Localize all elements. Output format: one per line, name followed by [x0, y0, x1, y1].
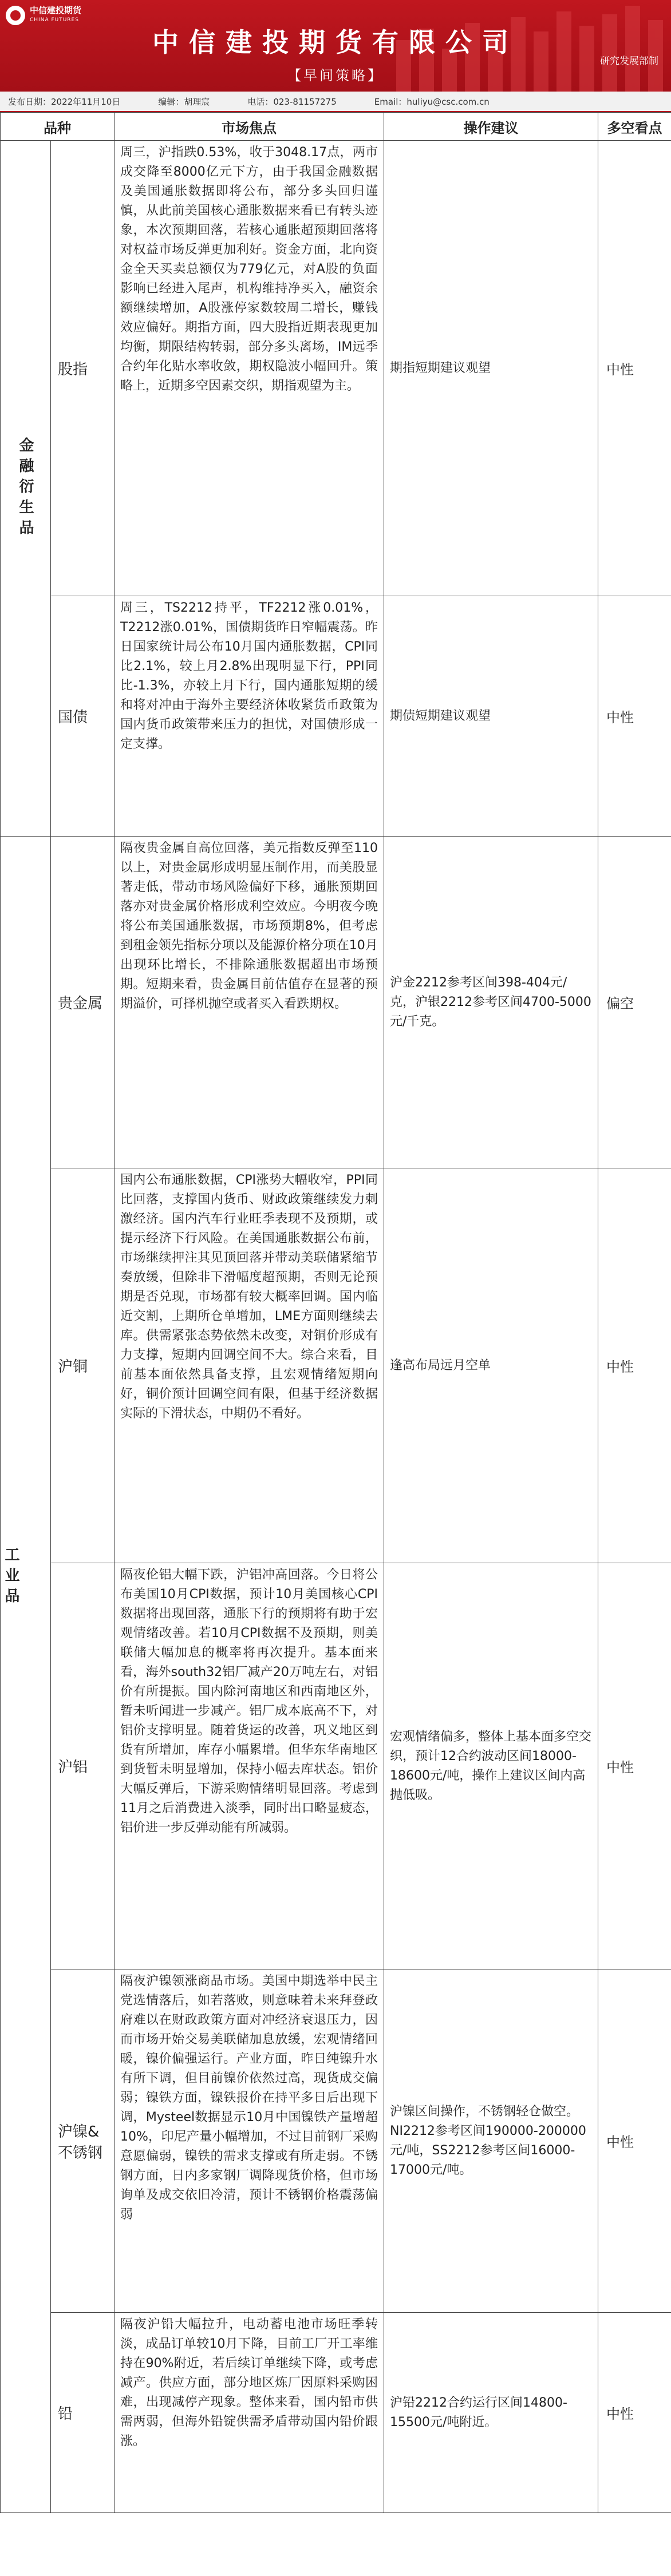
operation-advice: 沪铅2212合约运行区间14800-15500元/吨附近。	[384, 2313, 598, 2513]
table-row	[1, 596, 671, 837]
product-name: 铅	[51, 2313, 115, 2513]
market-focus: 隔夜沪铅大幅拉升，电动蓄电池市场旺季转淡，成品订单较10月下降，目前工厂开工率维持在90%附近，若后续订单继续下降，或考虑减产。供应方面，部分地区炼厂因原料采购困难，出现减停产现象。整体来看，国内铅市供需两弱，但海外铅锭供需矛盾带动国内铅价跟涨。	[115, 2313, 384, 2513]
market-focus: 国内公布通胀数据，CPI涨势大幅收窄，PPI同比回落，支撑国内货币、财政政策继续发力刺激经济。国内汽车行业旺季表现不及预期，或提示经济下行风险。在美国通胀数据公布前，市场继续押注其见顶回落并带动美联储紧缩节奏放缓，但除非下滑幅度超预期，否则无论预期是否兑现，市场都有较大概率回调。国内临近交割，上期所仓单增加，LME方面则继续去库。供需紧张态势依然未改变，对铜价形成有力支撑，短期内回调空间不大。综合来看，目前基本面依然具备支撑，且宏观情绪短期向好，铜价预计回调空间有限，但基于经济数据实际的下滑状态，中期仍不看好。	[115, 1168, 384, 1563]
market-focus: 隔夜贵金属自高位回落，美元指数反弹至110以上，对贵金属形成明显压制作用，而美股显著走低，带动市场风险偏好下移，通胀预期回落亦对贵金属价格形成利空效应。今明夜今晚将公布美国通胀数据，市场预期8%，但考虑到租金领先指标分项以及能源价格分项在10月出现环比增长，不排除通胀数据超出市场预期。短期来看，贵金属目前估值存在显著的预期溢价，可择机抛空或者买入看跌期权。	[115, 837, 384, 1168]
department-label: 研究发展部制	[600, 56, 658, 67]
category-industrial	[1, 837, 51, 2513]
category-financial: 金融衍生品	[1, 141, 51, 837]
bull-bear-view: 中性	[598, 1168, 671, 1563]
product-name: 沪铝	[51, 1563, 115, 1969]
operation-advice: 期指短期建议观望	[384, 141, 598, 596]
email-link[interactable]: Email：huliyu@csc.com.cn	[374, 96, 490, 107]
strategy-table	[0, 112, 671, 2513]
table-row	[1, 141, 671, 596]
report-subtitle: 【早间策略】	[287, 68, 384, 84]
editor: 编辑：胡理宸	[158, 96, 210, 107]
operation-advice: 沪镍区间操作，不锈钢轻仓做空。NI2212参考区间190000-200000元/吨，SS2212参考区间16000-17000元/吨。	[384, 1969, 598, 2313]
header-banner	[0, 0, 671, 92]
table-row	[1, 837, 671, 1168]
header-view: 多空看点	[598, 113, 671, 141]
operation-advice: 宏观情绪偏多，整体上基本面多空交织，预计12合约波动区间18000-18600元/吨，操作上建议区间内高抛低吸。	[384, 1563, 598, 1969]
logo-name-en: CHINA FUTURES	[30, 17, 79, 23]
market-focus: 隔夜伦铝大幅下跌，沪铝冲高回落。今日将公布美国10月CPI数据，预计10月美国核心CPI数据将出现回落，通胀下行的预期将有助于宏观情绪改善。若10月CPI数据不及预期，则美联储大幅加息的概率将再次提升。基本面来看，海外south32铝厂减产20万吨左右，对铝价有所提振。国内除河南地区和西南地区外，暂未听闻进一步减产。铝厂成本底高不下，对铝价支撑明显。随着货运的改善，巩义地区到货有所增加，库存小幅累增。但华东华南地区到货暂未明显增加，保持小幅去库状态。铝价大幅反弹后，下游采购情绪明显回落。考虑到11月之后消费进入淡季，同时出口略显疲态，铝价进一步反弹动能有所减弱。	[115, 1563, 384, 1969]
product-name: 沪镍&不锈钢	[51, 1969, 115, 2313]
table-row	[1, 2313, 671, 2513]
bull-bear-view: 偏空	[598, 837, 671, 1168]
market-focus: 隔夜沪镍领涨商品市场。美国中期选举中民主党选情落后，如若落败，则意味着未来拜登政府难以在财政政策方面对冲经济衰退压力，因而市场开始交易美联储加息放缓，宏观情绪回暖，镍价偏强运行。产业方面，昨日纯镍升水有所下调，但目前镍价依然过高，现货成交偏弱；镍铁方面，镍铁报价在持平多日后出现下调，Mysteel数据显示10月中国镍铁产量增超10%，印尼产量小幅增加，不过目前钢厂采购意愿偏弱，镍铁的需求支撑或有所走弱。不锈钢方面，日内多家钢厂调降现货价格，但市场询单及成交依旧冷清，预计不锈钢价格震荡偏弱	[115, 1969, 384, 2313]
bull-bear-view: 中性	[598, 1969, 671, 2313]
product-name: 沪铜	[51, 1168, 115, 1563]
bull-bear-view: 中性	[598, 2313, 671, 2513]
operation-advice: 沪金2212参考区间398-404元/克，沪银2212参考区间4700-5000元/千克。	[384, 837, 598, 1168]
product-name: 股指	[51, 141, 115, 596]
category-label: 工业品	[2, 1546, 19, 1608]
company-title: 中信建投期货有限公司	[152, 27, 519, 58]
phone: 电话：023-81157275	[247, 96, 337, 107]
bull-bear-view: 中性	[598, 596, 671, 837]
table-row	[1, 1969, 671, 2313]
operation-advice: 期债短期建议观望	[384, 596, 598, 837]
logo-name-cn: 中信建投期货	[30, 5, 82, 15]
bull-bear-view: 中性	[598, 141, 671, 596]
market-focus: 周三，沪指跌0.53%，收于3048.17点，两市成交降至8000亿元下方，由于我国金融数据及美国通胀数据即将公布，部分多头回归谨慎，从此前美国核心通胀数据来看已有转头迹象，本次预期回落，若核心通胀超预期回落将对权益市场反弹更加利好。资金方面，北向资金全天买卖总额仅为779亿元，对A股的负面影响已经进入尾声，机构维持净买入，融资余额继续增加，A股涨停家数较周二增长，赚钱效应偏好。期指方面，四大股指近期表现更加均衡，期限结构转弱，部分多头离场，IM远季合约年化贴水率收敛，期权隐波小幅回升。策略上，近期多空因素交织，期指观望为主。	[115, 141, 384, 596]
info-strip	[0, 92, 671, 112]
market-focus: 周三，TS2212持平，TF2212涨0.01%，T2212涨0.01%，国债期货昨日窄幅震荡。昨日国家统计局公布10月国内通胀数据，CPI同比2.1%，较上月2.8%出现明显下行，PPI同比-1.3%，亦较上月下行，国内通胀短期的缓和将对冲由于海外主要经济体收紧货币政策为国内货币政策带来压力的担忧，对国债形成一定支撑。	[115, 596, 384, 837]
publish-date: 发布日期：2022年11月10日	[8, 96, 121, 107]
table-row	[1, 1168, 671, 1563]
header-focus: 市场焦点	[115, 113, 384, 141]
header-advice: 操作建议	[384, 113, 598, 141]
product-name: 国债	[51, 596, 115, 837]
header-product: 品种	[1, 113, 115, 141]
table-header-row	[1, 113, 671, 141]
table-row	[1, 1563, 671, 1969]
operation-advice: 逢高布局远月空单	[384, 1168, 598, 1563]
product-name: 贵金属	[51, 837, 115, 1168]
bull-bear-view: 中性	[598, 1563, 671, 1969]
